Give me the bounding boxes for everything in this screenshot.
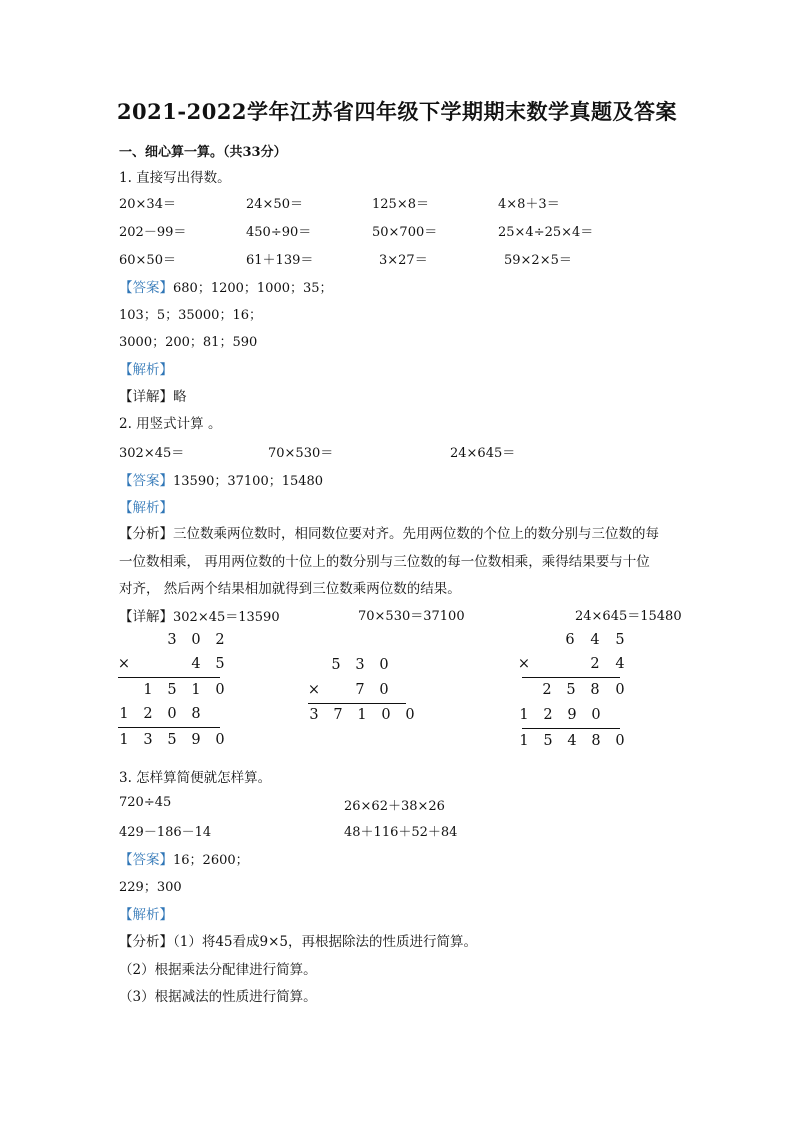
digit: × (117, 656, 131, 672)
digit: 0 (615, 682, 625, 698)
digit: 0 (167, 706, 177, 722)
digit: 2 (542, 682, 552, 698)
digit: 1 (143, 682, 153, 698)
digit: 5 (566, 682, 576, 698)
q2-answer (119, 469, 323, 489)
answer-text: 3000；200；81；590 (119, 335, 258, 350)
answer-label: 【答案】 (119, 852, 173, 868)
digit: 0 (191, 632, 201, 648)
answer-label: 【答案】 (119, 473, 173, 489)
q3-problem: 48＋116＋52＋84 (344, 825, 458, 840)
q1-expr: 59×2×5＝ (504, 253, 572, 268)
q1-expr: 202－99＝ (119, 225, 187, 240)
digit: 1 (119, 706, 129, 722)
digit: 0 (379, 682, 389, 698)
digit: 0 (405, 707, 415, 723)
q2-fenxi-line (119, 522, 659, 542)
q1-expr: 450÷90＝ (246, 225, 312, 240)
digit: 0 (591, 707, 601, 723)
q3-fenxi-line: （2）根据乘法分配律进行简算。 (119, 962, 317, 978)
q3-heading: 3. 怎样算简便就怎样算。 (119, 770, 272, 786)
answer-label: 【答案】 (119, 280, 173, 296)
q1-answer (119, 276, 333, 296)
digit: 7 (333, 707, 343, 723)
q3-answer (119, 848, 249, 868)
q1-expr: 3×27＝ (379, 253, 428, 268)
q2-detail (119, 605, 280, 625)
detail-eq: 70×530＝37100 (358, 609, 465, 624)
digit: 5 (215, 656, 225, 672)
digit: 5 (543, 733, 553, 749)
digit: 4 (191, 656, 201, 672)
q1-expr: 60×50＝ (119, 253, 176, 268)
vcalc-line (308, 703, 406, 704)
digit: 2 (543, 707, 553, 723)
q1-heading: 1. 直接写出得数。 (119, 170, 231, 186)
q3-problem: 429－186－14 (119, 825, 212, 840)
fenxi-text: （1）将45看成9×5，再根据除法的性质进行简算。 (173, 934, 478, 950)
q1-expr: 4×8＋3＝ (498, 197, 560, 212)
digit: 4 (615, 656, 625, 672)
digit: 0 (379, 657, 389, 673)
q1-expr: 61＋139＝ (246, 253, 314, 268)
fenxi-text: 三位数乘两位数时，相同数位要对齐。先用两位数的个位上的数分别与三位数的每 (173, 526, 659, 542)
fenxi-label: 【分析】 (119, 526, 173, 542)
analysis-label: 【解析】 (119, 362, 173, 378)
digit: 2 (590, 656, 600, 672)
digit: 8 (191, 706, 201, 722)
answer-text: 680；1200；1000；35； (173, 281, 333, 296)
q1-expr: 25×4÷25×4＝ (498, 225, 594, 240)
analysis-label: 【解析】 (119, 500, 173, 516)
q3-problem: 26×62＋38×26 (344, 799, 445, 814)
page-title: 2021-2022学年江苏省四年级下学期期末数学真题及答案 (116, 99, 678, 124)
digit: 7 (355, 682, 365, 698)
q3-problem: 720÷45 (119, 795, 172, 810)
digit: 0 (215, 732, 225, 748)
answer-text: 229；300 (119, 880, 182, 895)
vcalc-line (118, 677, 220, 678)
q2-fenxi-line: 对齐， 然后两个结果相加就得到三位数乘两位数的结果。 (119, 581, 461, 597)
q2-problem: 24×645＝ (450, 446, 516, 461)
digit: 5 (331, 657, 341, 673)
digit: 5 (615, 632, 625, 648)
digit: 9 (567, 707, 577, 723)
q2-problem: 70×530＝ (268, 446, 334, 461)
digit: 3 (143, 732, 153, 748)
digit: 4 (567, 733, 577, 749)
answer-text: 13590；37100；15480 (173, 474, 324, 489)
answer-text: 16；2600； (173, 853, 249, 868)
detail-eq: 302×45＝13590 (173, 610, 280, 625)
digit: 5 (167, 732, 177, 748)
digit: 2 (143, 706, 153, 722)
vcalc-line (522, 677, 620, 678)
answer-text: 103；5；35000；16； (119, 308, 262, 323)
digit: 9 (191, 732, 201, 748)
section-heading: 一、细心算一算。（共33分） (119, 145, 287, 160)
digit: 1 (357, 707, 367, 723)
q1-detail (119, 385, 187, 405)
digit: 3 (309, 707, 319, 723)
q3-fenxi-line (119, 930, 477, 950)
q2-problem: 302×45＝ (119, 446, 185, 461)
digit: 1 (191, 682, 201, 698)
digit: 4 (590, 632, 600, 648)
digit: 2 (215, 632, 225, 648)
digit: 6 (565, 632, 575, 648)
detail-eq: 24×645＝15480 (575, 609, 682, 624)
digit: 8 (591, 733, 601, 749)
digit: 3 (355, 657, 365, 673)
q1-expr: 125×8＝ (372, 197, 429, 212)
q2-heading: 2. 用竖式计算 。 (119, 416, 222, 432)
digit: 0 (215, 682, 225, 698)
detail-label: 【详解】 (119, 609, 173, 625)
digit: 1 (519, 733, 529, 749)
analysis-label: 【解析】 (119, 907, 173, 923)
q3-fenxi-line: （3）根据减法的性质进行简算。 (119, 989, 317, 1005)
q2-fenxi-line: 一位数相乘， 再用两位数的十位上的数分别与三位数的每一位数相乘，乘得结果要与十位 (119, 554, 650, 570)
q1-expr: 50×700＝ (372, 225, 438, 240)
digit: 1 (519, 707, 529, 723)
q1-expr: 20×34＝ (119, 197, 176, 212)
digit: 0 (381, 707, 391, 723)
digit: 5 (167, 682, 177, 698)
vcalc-line (118, 727, 220, 728)
detail-label: 【详解】 (119, 389, 173, 405)
vcalc-line (522, 728, 620, 729)
digit: 1 (119, 732, 129, 748)
fenxi-label: 【分析】 (119, 934, 173, 950)
digit: 8 (590, 682, 600, 698)
digit: × (307, 682, 321, 698)
q1-expr: 24×50＝ (246, 197, 303, 212)
digit: 0 (615, 733, 625, 749)
digit: 3 (167, 632, 177, 648)
detail-text: 略 (173, 389, 187, 405)
digit: × (517, 656, 531, 672)
